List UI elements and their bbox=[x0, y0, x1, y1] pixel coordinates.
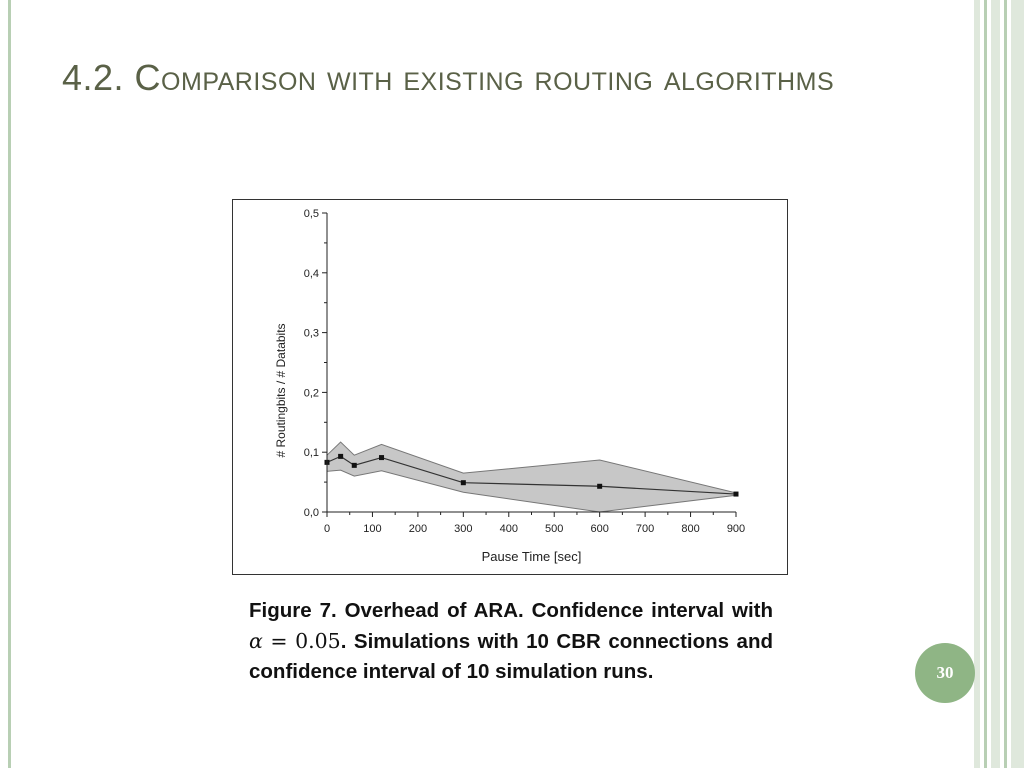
slide-title: 4.2. Comparison with existing routing algorithms bbox=[62, 57, 835, 98]
data-point bbox=[379, 455, 384, 460]
right-decorative-stripes bbox=[974, 0, 1024, 768]
caption-equals: = bbox=[270, 629, 288, 653]
caption-alpha: α bbox=[249, 629, 263, 653]
y-tick-label: 0,2 bbox=[303, 387, 319, 400]
x-tick-label: 100 bbox=[363, 523, 382, 535]
x-tick-label: 500 bbox=[545, 523, 564, 535]
data-point bbox=[352, 463, 357, 468]
data-point bbox=[338, 454, 343, 459]
overhead-chart bbox=[233, 200, 787, 574]
x-tick-label: 700 bbox=[635, 523, 655, 535]
data-point bbox=[461, 480, 466, 485]
x-tick-label: 300 bbox=[454, 523, 473, 535]
caption-text-2: . Simulations with 10 CBR connections and confidence interval of 10 simulation runs. bbox=[249, 630, 773, 683]
left-border-accent bbox=[0, 0, 11, 768]
x-tick-label: 400 bbox=[499, 523, 518, 535]
data-point bbox=[597, 484, 602, 489]
y-axis bbox=[304, 208, 327, 519]
x-axis bbox=[324, 512, 745, 535]
y-tick-label: 0,0 bbox=[303, 507, 319, 519]
caption-alpha-value: 0.05 bbox=[295, 629, 341, 653]
x-axis-label: Pause Time [sec] bbox=[481, 549, 582, 564]
y-tick-label: 0,5 bbox=[303, 208, 319, 220]
figure-frame bbox=[232, 199, 788, 575]
data-point bbox=[734, 492, 739, 497]
y-tick-label: 0,3 bbox=[303, 327, 319, 340]
x-tick-label: 900 bbox=[726, 523, 746, 535]
figure-caption bbox=[249, 596, 773, 687]
page-number-badge: 30 bbox=[915, 643, 975, 703]
y-tick-label: 0,4 bbox=[303, 267, 319, 280]
x-tick-label: 200 bbox=[408, 523, 428, 535]
x-tick-label: 0 bbox=[323, 523, 331, 535]
x-tick-label: 600 bbox=[590, 523, 609, 535]
y-tick-label: 0,1 bbox=[303, 447, 319, 460]
y-axis-label: # Routingbits / # Databits bbox=[274, 323, 288, 458]
confidence-band bbox=[327, 442, 736, 512]
caption-text-1: Figure 7. Overhead of ARA. Confidence interval with bbox=[249, 599, 773, 622]
x-tick-label: 800 bbox=[681, 523, 700, 535]
